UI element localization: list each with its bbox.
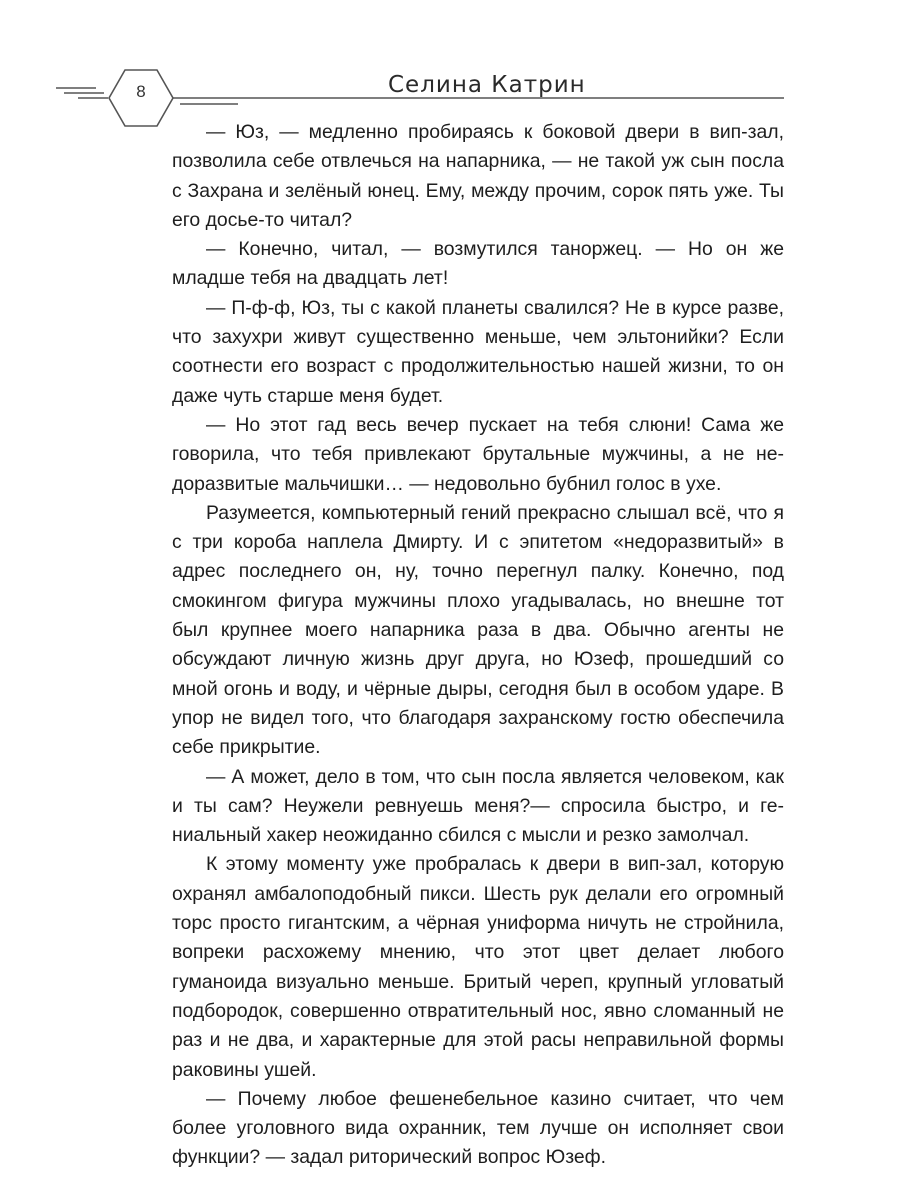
page-number: 8: [136, 82, 146, 101]
paragraph: — Почему любое фешенебельное казино считает, что чем более уголовного вида охранник, тем лучше он исполняет свои функции? — задал риторический вопрос Юзеф.: [172, 1087, 784, 1169]
paragraph: — Но этот гад весь вечер пускает на тебя слюни! Сама же говорила, что тебя привлекают брутальные мужчины, а не недоразвитые мальчишки… — недовольно бубнил голос в ухе.: [172, 413, 784, 495]
paragraph: Разумеется, компьютерный гений прекрасно слышал всё, что я с три короба наплела Дмирту. И с эпитетом «недоразвитый» в адрес последнего он, ну, точно перегнул палку. Конечно, под смокингом фигура мужчины плохо угадывалась, но внешне тот был крупнее моего напарника раза в два. Обычно агенты не обсуждают личную жизнь друг друга, но Юзеф, прошедший со мной огонь и воду, и чёрные дыры, сегодня был в особом ударе. В упор не видел того, что благодаря захранскому гостю обеспечила себе прикрытие.: [172, 501, 784, 759]
paragraph: — Юз, — медленно пробираясь к боковой двери в вип-зал, позволила себе отвлечься на напарника, — не такой уж сын посла с Захрана и зелёный юнец. Ему, между прочим, сорок пять уже. Ты его досье-то читал?: [172, 121, 784, 231]
body-text: [172, 118, 784, 1173]
paragraph: — Конечно, читал, — возмутился таноржец. — Но он же младше тебя на двадцать лет!: [172, 238, 784, 290]
running-head-author: Селина Катрин: [388, 72, 586, 98]
paragraph: — П-ф-ф, Юз, ты с какой планеты свалился? Не в курсе разве, что захухри живут существенно меньше, чем эльтонийки? Если соотнести его возраст с продолжительностью нашей жизни, то он даже чуть старше меня будет.: [172, 296, 784, 407]
paragraph: К этому моменту уже пробралась к двери в вип-зал, которую охранял амбалоподобный пикси. Шесть рук делали его огромный торс просто гигантским, а чёрная униформа ничуть не стройнила, вопреки расхожему мнению, что этот цвет делает любого гуманоида визуально меньше. Бритый череп, крупный угловатый подбородок, совершенно отвратительный нос, явно сломанный не раз и не два, и характерные для этой расы неправильной формы раковины ушей.: [172, 853, 784, 1081]
paragraph: — А может, дело в том, что сын посла является человеком, как и ты сам? Неужели ревнуешь меня?— спросила быстро, и гениальный хакер неожиданно сбился с мысли и резко замолчал.: [172, 765, 784, 847]
